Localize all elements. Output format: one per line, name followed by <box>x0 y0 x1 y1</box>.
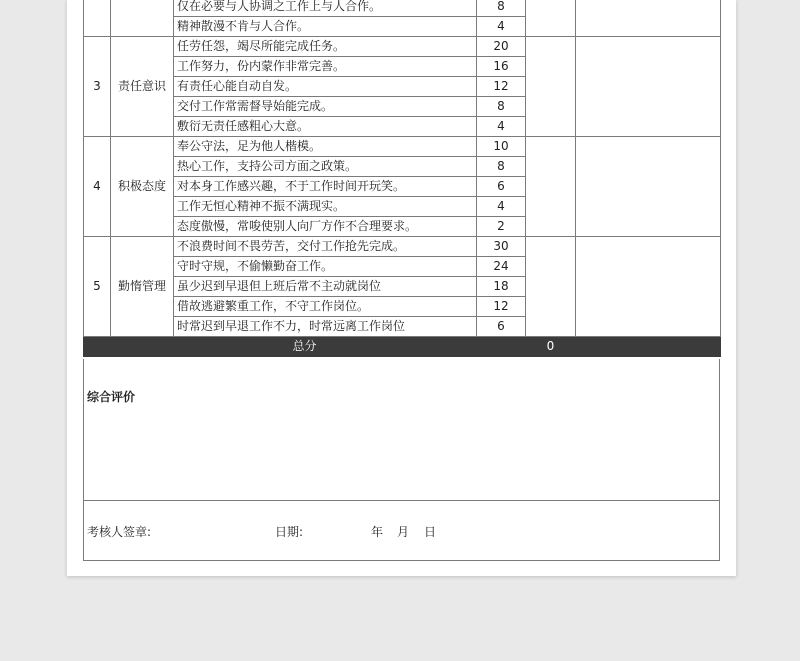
group-name: 责任意识 <box>111 37 174 137</box>
criterion-score: 6 <box>477 317 526 337</box>
signer-label: 考核人签章: <box>87 525 152 539</box>
criterion-text: 任劳任怨，竭尽所能完成任务。 <box>174 37 477 57</box>
group-number <box>84 0 111 37</box>
document-page <box>67 0 736 576</box>
criterion-score: 8 <box>477 0 526 17</box>
criterion-score: 20 <box>477 37 526 57</box>
criterion-score: 6 <box>477 177 526 197</box>
table-row <box>84 0 721 17</box>
criterion-text: 敷衍无责任感粗心大意。 <box>174 117 477 137</box>
total-label: 总分 <box>84 337 526 357</box>
date-label: 日期: <box>275 525 304 539</box>
criterion-score: 18 <box>477 277 526 297</box>
criterion-text: 精神散漫不肯与人合作。 <box>174 17 477 37</box>
table-row <box>84 237 721 257</box>
criterion-text: 对本身工作感兴趣，不于工作时间开玩笑。 <box>174 177 477 197</box>
criterion-text: 虽少迟到早退但上班后常不主动就岗位 <box>174 277 477 297</box>
group-number: 5 <box>84 237 111 337</box>
assessment-table <box>83 0 721 357</box>
total-value: 0 <box>526 337 576 357</box>
criterion-text: 热心工作，支持公司方面之政策。 <box>174 157 477 177</box>
score-entry-cell[interactable] <box>526 237 576 337</box>
criterion-score: 24 <box>477 257 526 277</box>
remark-cell[interactable] <box>576 137 721 237</box>
total-remark <box>576 337 721 357</box>
criterion-text: 借故逃避繁重工作，不守工作岗位。 <box>174 297 477 317</box>
remark-cell[interactable] <box>576 237 721 337</box>
criterion-text: 不浪费时间不畏劳苦，交付工作抢先完成。 <box>174 237 477 257</box>
evaluation-section <box>83 359 720 501</box>
day-label: 日 <box>424 525 437 539</box>
year-label: 年 <box>371 525 384 539</box>
criterion-text: 态度傲慢，常唆使别人向厂方作不合理要求。 <box>174 217 477 237</box>
table-row <box>84 137 721 157</box>
criterion-score: 4 <box>477 117 526 137</box>
total-row <box>84 337 721 357</box>
table-row <box>84 37 721 57</box>
criterion-text: 仅在必要与人协调之工作上与人合作。 <box>174 0 477 17</box>
group-name <box>111 0 174 37</box>
criterion-score: 30 <box>477 237 526 257</box>
group-name: 积极态度 <box>111 137 174 237</box>
criterion-text: 有责任心能自动自发。 <box>174 77 477 97</box>
group-number: 3 <box>84 37 111 137</box>
criterion-text: 工作努力，份内蒙作非常完善。 <box>174 57 477 77</box>
criterion-score: 12 <box>477 77 526 97</box>
signature-section <box>83 500 720 561</box>
score-entry-cell[interactable] <box>526 0 576 37</box>
criterion-score: 8 <box>477 157 526 177</box>
criterion-score: 8 <box>477 97 526 117</box>
evaluation-label: 综合评价 <box>87 390 136 404</box>
criterion-text: 守时守规，不偷懒勤奋工作。 <box>174 257 477 277</box>
criterion-score: 10 <box>477 137 526 157</box>
month-label: 月 <box>397 525 410 539</box>
remark-cell[interactable] <box>576 37 721 137</box>
remark-cell[interactable] <box>576 0 721 37</box>
criterion-text: 交付工作常需督导始能完成。 <box>174 97 477 117</box>
criterion-score: 12 <box>477 297 526 317</box>
criterion-score: 16 <box>477 57 526 77</box>
group-name: 勤惰管理 <box>111 237 174 337</box>
criterion-text: 工作无恒心精神不振不满现实。 <box>174 197 477 217</box>
criterion-score: 4 <box>477 17 526 37</box>
criterion-text: 时常迟到早退工作不力，时常远离工作岗位 <box>174 317 477 337</box>
criterion-score: 4 <box>477 197 526 217</box>
group-number: 4 <box>84 137 111 237</box>
criterion-text: 奉公守法，足为他人楷模。 <box>174 137 477 157</box>
criterion-score: 2 <box>477 217 526 237</box>
score-entry-cell[interactable] <box>526 137 576 237</box>
score-entry-cell[interactable] <box>526 37 576 137</box>
